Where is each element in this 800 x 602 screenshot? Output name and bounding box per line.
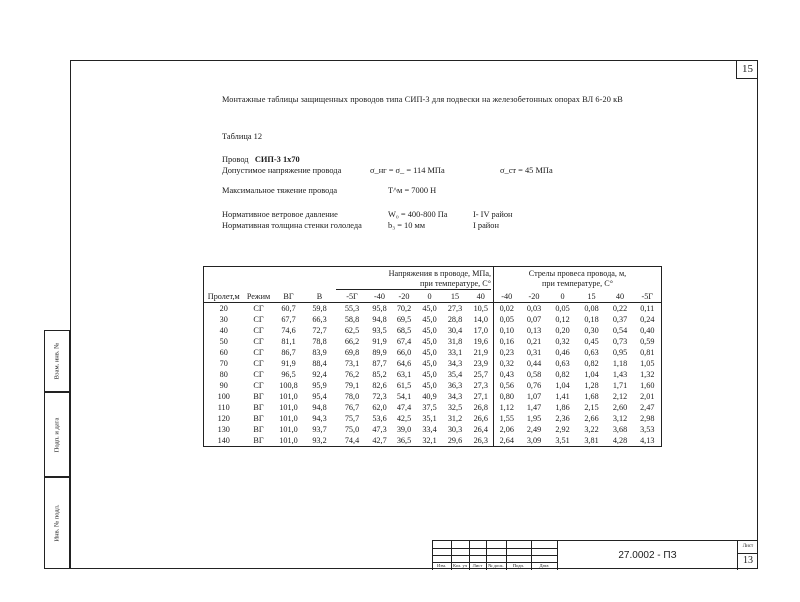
table-cell: 34,3 xyxy=(447,359,463,368)
table-cell: 1,55 xyxy=(494,413,520,424)
table-cell: 3,81 xyxy=(577,435,607,447)
table-row xyxy=(204,391,662,402)
table-cell: 0,05 xyxy=(549,303,577,315)
table-cell: 1,07 xyxy=(526,392,542,401)
table-cell: 32,5 xyxy=(447,403,463,412)
table-cell: 0,43 xyxy=(494,369,520,380)
table-cell: 1,47 xyxy=(526,403,542,412)
table-cell: 0,63 xyxy=(584,348,599,357)
table-cell: 0,45 xyxy=(584,337,599,346)
table-cell: 1,71 xyxy=(612,381,628,390)
table-cell: 34,3 xyxy=(447,392,463,401)
ice-thickness-region: I район xyxy=(473,221,499,230)
table-cell: 87,7 xyxy=(372,359,387,368)
table-cell: 2,06 xyxy=(494,424,520,435)
label-signature: Подп. xyxy=(512,563,525,568)
table-cell: 2,49 xyxy=(526,425,542,434)
column-header: 40 xyxy=(615,292,625,301)
table-cell: 53,6 xyxy=(372,414,387,423)
header-stress-title: Напряжения в проводе, МПа, xyxy=(388,268,491,278)
table-cell: 1,86 xyxy=(555,403,570,412)
table-cell: 72,3 xyxy=(372,392,387,401)
table-cell: 95,4 xyxy=(312,392,327,401)
table-cell: 0,95 xyxy=(612,348,628,357)
table-cell: 0,32 xyxy=(555,337,570,346)
table-cell: 78,8 xyxy=(312,337,327,346)
table-cell: 64,6 xyxy=(396,359,412,368)
side-stamp xyxy=(44,330,70,569)
table-cell: 45,0 xyxy=(422,381,437,390)
table-cell: 92,4 xyxy=(312,370,327,379)
title-block xyxy=(432,540,758,569)
table-cell: 0,02 xyxy=(494,303,520,315)
table-cell: 0,32 xyxy=(494,358,520,369)
column-header: -5Г xyxy=(634,291,662,303)
table-cell: 75,7 xyxy=(344,414,360,423)
header-sag-title: Стрелы провеса провода, м, xyxy=(528,269,627,278)
label-sheet: Лист xyxy=(472,563,483,568)
table-cell: 1,95 xyxy=(526,414,542,423)
table-row xyxy=(204,413,662,424)
page-heading: Монтажные таблицы защищенных проводов типа СИП-3 для подвески на железобетонных опорах ВЛ 6-20 кВ xyxy=(222,95,623,104)
table-cell: 0,82 xyxy=(584,359,599,368)
table-cell: 94,8 xyxy=(372,315,387,324)
table-cell: 10,5 xyxy=(469,303,494,315)
table-cell: 30,3 xyxy=(447,425,463,434)
table-cell: СГ xyxy=(253,337,264,346)
table-cell: 0,11 xyxy=(634,303,662,315)
table-cell: 45,0 xyxy=(422,326,437,335)
table-row xyxy=(204,314,662,325)
table-cell: 110 xyxy=(204,402,244,413)
wire-value: СИП-3 1х70 xyxy=(254,155,300,164)
wire-label xyxy=(222,155,300,164)
allowed-stress-label: Допустимое напряжение провода xyxy=(222,166,342,175)
table-cell: 60,7 xyxy=(274,303,304,315)
table-cell: 0,10 xyxy=(494,325,520,336)
table-cell: 96,5 xyxy=(281,370,296,379)
table-cell: 35,4 xyxy=(447,370,463,379)
table-cell: 0,31 xyxy=(526,348,542,357)
table-row xyxy=(204,325,662,336)
table-cell: 62,5 xyxy=(344,326,360,335)
table-row xyxy=(204,358,662,369)
table-cell: 33,1 xyxy=(447,348,463,357)
table-cell: 36,3 xyxy=(447,381,463,390)
column-header: 15 xyxy=(450,292,460,301)
column-header: ВГ xyxy=(283,292,294,301)
table-cell: 0,12 xyxy=(555,315,570,324)
table-cell: 78,0 xyxy=(344,392,360,401)
table-cell: 3,68 xyxy=(612,425,628,434)
column-header: Пролет,м xyxy=(204,291,244,303)
wind-pressure-label: Нормативное ветровое давление xyxy=(222,210,338,219)
table-cell: 1,18 xyxy=(612,359,628,368)
side-stamp-label: Взам. инв. № xyxy=(53,342,61,380)
max-tension-value: Т^м = 7000 Н xyxy=(388,186,437,195)
table-cell: 25,7 xyxy=(473,370,488,379)
table-cell: 66,3 xyxy=(312,315,327,324)
table-cell: 76,2 xyxy=(344,370,360,379)
column-header: 40 xyxy=(476,292,485,301)
table-cell: 23,9 xyxy=(473,359,488,368)
table-cell: 0,16 xyxy=(494,336,520,347)
label-date: Дата xyxy=(539,563,549,568)
table-cell: 45,0 xyxy=(422,315,437,324)
table-cell: ВГ xyxy=(253,425,264,434)
table-cell: 0,03 xyxy=(520,303,549,315)
document-code: 27.0002 - ПЗ xyxy=(557,541,737,570)
ice-thickness-value: b₃ = 10 мм xyxy=(388,221,426,230)
sheet-box xyxy=(737,541,758,570)
table-cell: ВГ xyxy=(253,414,264,423)
table-cell: 45,0 xyxy=(422,348,437,357)
table-cell: 69,8 xyxy=(344,348,360,357)
table-cell: 0,20 xyxy=(555,326,570,335)
table-row xyxy=(204,369,662,380)
table-cell: 45,0 xyxy=(422,337,437,346)
table-cell: 27,1 xyxy=(473,392,488,401)
table-cell: 89,9 xyxy=(372,348,387,357)
wire-label-text: Провод xyxy=(222,155,249,164)
table-cell: 93,2 xyxy=(304,435,336,447)
table-cell: 42,5 xyxy=(396,414,412,423)
table-cell: 30 xyxy=(204,314,244,325)
wind-pressure-region: I- IV район xyxy=(473,210,513,219)
table-cell: 40,9 xyxy=(422,392,437,401)
column-header-row xyxy=(204,291,662,303)
table-cell: 39,0 xyxy=(396,425,412,434)
table-cell: СГ xyxy=(253,381,264,390)
table-cell: 70,2 xyxy=(391,303,418,315)
table-cell: 69,5 xyxy=(396,315,412,324)
table-cell: 72,7 xyxy=(312,326,327,335)
table-cell: 86,7 xyxy=(281,348,296,357)
table-cell: 17,0 xyxy=(473,326,488,335)
table-cell: 74,4 xyxy=(336,435,369,447)
table-cell: СГ xyxy=(244,303,274,315)
table-cell: 2,98 xyxy=(634,413,662,424)
table-cell: 0,81 xyxy=(634,347,662,358)
table-cell: 0,07 xyxy=(526,315,542,324)
table-cell: 91,9 xyxy=(372,337,387,346)
table-cell: 0,63 xyxy=(555,359,570,368)
column-header: В xyxy=(316,292,323,301)
label-doc-no: № доск. xyxy=(488,563,504,568)
table-row xyxy=(204,336,662,347)
table-cell: 0,80 xyxy=(494,391,520,402)
label-count: Кол. уч xyxy=(453,563,467,568)
table-cell: 1,60 xyxy=(634,380,662,391)
table-cell: 100 xyxy=(204,391,244,402)
table-row xyxy=(204,424,662,435)
table-cell: 101,0 xyxy=(279,403,298,412)
table-cell: 45,0 xyxy=(422,359,437,368)
table-cell: 0,23 xyxy=(494,347,520,358)
table-cell: 2,15 xyxy=(584,403,599,412)
table-cell: 26,3 xyxy=(469,435,494,447)
table-cell: 1,43 xyxy=(612,370,628,379)
table-cell: 81,1 xyxy=(281,337,296,346)
table-cell: 2,92 xyxy=(555,425,570,434)
table-cell: 26,4 xyxy=(473,425,488,434)
table-cell: 37,5 xyxy=(422,403,437,412)
table-cell: 50 xyxy=(204,336,244,347)
table-cell: 2,01 xyxy=(634,391,662,402)
header-blank xyxy=(204,267,336,292)
table-cell: 80 xyxy=(204,369,244,380)
table-cell: 0,18 xyxy=(584,315,599,324)
table-cell: 0,24 xyxy=(634,314,662,325)
table-cell: 33,4 xyxy=(422,425,437,434)
table-cell: 36,5 xyxy=(391,435,418,447)
table-cell: 0,05 xyxy=(494,314,520,325)
table-cell: 95,8 xyxy=(369,303,391,315)
table-cell: 1,41 xyxy=(555,392,570,401)
sheet-box-label: Лист xyxy=(738,541,758,554)
table-cell: 70 xyxy=(204,358,244,369)
table-cell: 66,0 xyxy=(396,348,412,357)
side-stamp-replace-inv xyxy=(44,330,70,392)
table-cell: 26,8 xyxy=(473,403,488,412)
side-stamp-sign-date xyxy=(44,392,70,477)
table-cell: 0,73 xyxy=(612,337,628,346)
column-header: 0 xyxy=(560,292,565,301)
title-block-grid xyxy=(432,541,557,570)
table-cell: 4,13 xyxy=(634,435,662,447)
table-cell: 58,8 xyxy=(344,315,360,324)
table-cell: 0,59 xyxy=(634,336,662,347)
table-cell: 82,6 xyxy=(372,381,387,390)
table-cell: 0,40 xyxy=(634,325,662,336)
table-cell: 30,4 xyxy=(447,326,463,335)
table-cell: 2,66 xyxy=(584,414,599,423)
table-cell: ВГ xyxy=(253,392,264,401)
table-cell: 3,09 xyxy=(520,435,549,447)
side-stamp-label: Инв. № подл. xyxy=(53,504,61,542)
table-cell: 1,04 xyxy=(555,381,570,390)
column-header: -20 xyxy=(398,292,410,301)
table-cell: 67,4 xyxy=(396,337,412,346)
sheet-corner-number: 15 xyxy=(736,60,758,79)
table-row xyxy=(204,303,662,315)
table-cell: 2,60 xyxy=(612,403,628,412)
table-cell: 1,68 xyxy=(584,392,599,401)
table-cell: 0,30 xyxy=(584,326,599,335)
column-header: 15 xyxy=(587,292,596,301)
table-cell: 20 xyxy=(204,303,244,315)
table-cell: 31,2 xyxy=(447,414,463,423)
label-change: Изм. xyxy=(437,563,446,568)
table-cell: 2,12 xyxy=(612,392,628,401)
table-cell: 120 xyxy=(204,413,244,424)
header-sag-subtitle: при температуре, С° xyxy=(542,279,613,288)
table-cell: 59,8 xyxy=(304,303,336,315)
table-cell: ВГ xyxy=(253,403,264,412)
table-cell: 32,1 xyxy=(418,435,442,447)
header-stress-subtitle: при температуре, С° xyxy=(336,279,492,290)
table-cell: 93,7 xyxy=(312,425,327,434)
table-cell: 1,32 xyxy=(634,369,662,380)
side-stamp-label: Подп. и дата xyxy=(53,417,61,452)
table-cell: 94,8 xyxy=(312,403,327,412)
table-cell: 3,53 xyxy=(634,424,662,435)
table-cell: 101,0 xyxy=(274,435,304,447)
column-header: -40 xyxy=(494,291,520,303)
header-sag-group xyxy=(494,267,662,292)
table-cell: 66,2 xyxy=(344,337,360,346)
table-cell: 1,05 xyxy=(634,358,662,369)
table-cell: 67,7 xyxy=(281,315,296,324)
table-cell: 40 xyxy=(204,325,244,336)
table-cell: 2,36 xyxy=(555,414,570,423)
sheet-box-number: 13 xyxy=(743,555,753,566)
table-cell: ВГ xyxy=(244,435,274,447)
table-body xyxy=(204,303,662,447)
table-cell: 29,6 xyxy=(442,435,469,447)
table-cell: 0,58 xyxy=(526,370,542,379)
allowed-stress-sigma1: σ_нг = σ_ = 114 МПа xyxy=(370,166,445,175)
table-cell: 47,3 xyxy=(372,425,387,434)
table-cell: 73,1 xyxy=(344,359,360,368)
ice-thickness-label: Нормативная толщина стенки гололеда xyxy=(222,221,362,230)
table-cell: СГ xyxy=(253,359,264,368)
table-cell: 45,0 xyxy=(422,370,437,379)
table-cell: 28,8 xyxy=(447,315,463,324)
table-row xyxy=(204,347,662,358)
table-cell: 3,22 xyxy=(584,425,599,434)
column-header: -20 xyxy=(528,292,540,301)
table-cell: 19,6 xyxy=(473,337,488,346)
table-cell: 63,1 xyxy=(396,370,412,379)
table-cell: 76,7 xyxy=(344,403,360,412)
table-cell: 95,9 xyxy=(312,381,327,390)
table-cell: 2,47 xyxy=(634,402,662,413)
table-cell: 75,0 xyxy=(344,425,360,434)
table-cell: 45,0 xyxy=(418,303,442,315)
table-cell: 130 xyxy=(204,424,244,435)
table-cell: 60 xyxy=(204,347,244,358)
table-cell: 1,12 xyxy=(494,402,520,413)
table-cell: 62,0 xyxy=(372,403,387,412)
table-cell: 0,22 xyxy=(607,303,634,315)
table-cell: 21,9 xyxy=(473,348,488,357)
table-cell: 0,54 xyxy=(612,326,628,335)
table-cell: 101,0 xyxy=(279,425,298,434)
table-cell: 94,3 xyxy=(312,414,327,423)
table-row xyxy=(204,380,662,391)
table-cell: 42,7 xyxy=(369,435,391,447)
table-cell: 88,4 xyxy=(312,359,327,368)
table-cell: СГ xyxy=(253,315,264,324)
table-cell: 0,46 xyxy=(555,348,570,357)
table-cell: 0,76 xyxy=(526,381,542,390)
table-cell: 85,2 xyxy=(372,370,387,379)
installation-table xyxy=(203,266,662,447)
table-cell: 35,1 xyxy=(422,414,437,423)
column-header: 0 xyxy=(427,292,432,301)
table-cell: 2,64 xyxy=(494,435,520,447)
column-header: -40 xyxy=(374,292,385,301)
table-cell: 0,82 xyxy=(555,370,570,379)
wind-pressure-value: W₀ = 400-800 Па xyxy=(388,210,448,219)
table-cell: СГ xyxy=(253,348,264,357)
table-cell: 14,0 xyxy=(473,315,488,324)
max-tension-label: Максимальное тяжение провода xyxy=(222,186,338,195)
table-cell: 0,13 xyxy=(526,326,542,335)
table-row xyxy=(204,402,662,413)
table-cell: 0,08 xyxy=(577,303,607,315)
table-cell: 27,3 xyxy=(473,381,488,390)
column-header: -5Г xyxy=(346,292,358,301)
table-cell: 26,6 xyxy=(473,414,488,423)
table-cell: 31,8 xyxy=(447,337,463,346)
table-cell: 91,9 xyxy=(281,359,296,368)
table-cell: 68,5 xyxy=(396,326,412,335)
table-cell: 101,0 xyxy=(279,414,298,423)
table-cell: 0,21 xyxy=(526,337,542,346)
side-stamp-inv-orig xyxy=(44,477,70,569)
table-cell: СГ xyxy=(253,326,264,335)
table-cell: 0,56 xyxy=(494,380,520,391)
table-cell: 47,4 xyxy=(396,403,412,412)
table-cell: 83,9 xyxy=(312,348,327,357)
header-stress-group xyxy=(336,267,494,292)
table-caption: Таблица 12 xyxy=(222,132,263,141)
table-cell: 93,5 xyxy=(372,326,387,335)
table-cell: 100,8 xyxy=(279,381,298,390)
table-cell: 101,0 xyxy=(279,392,298,401)
table-cell: 0,37 xyxy=(612,315,628,324)
allowed-stress-sigma2: σ_ст = 45 МПа xyxy=(500,166,553,175)
table-cell: 55,3 xyxy=(336,303,369,315)
table-cell: СГ xyxy=(253,370,264,379)
table-cell: 4,28 xyxy=(607,435,634,447)
table-cell: 27,3 xyxy=(442,303,469,315)
table-cell: 74,6 xyxy=(281,326,296,335)
table-cell: 61,5 xyxy=(396,381,412,390)
table-cell: 0,44 xyxy=(526,359,542,368)
table-cell: 54,1 xyxy=(396,392,412,401)
column-header: Режим xyxy=(246,292,271,301)
table-cell: 3,12 xyxy=(612,414,628,423)
table-cell: 90 xyxy=(204,380,244,391)
table-cell: 140 xyxy=(204,435,244,447)
table-cell: 3,51 xyxy=(549,435,577,447)
table-cell: 1,04 xyxy=(584,370,599,379)
table-cell: 1,28 xyxy=(584,381,599,390)
table-cell: 79,1 xyxy=(344,381,360,390)
table-row xyxy=(204,435,662,447)
